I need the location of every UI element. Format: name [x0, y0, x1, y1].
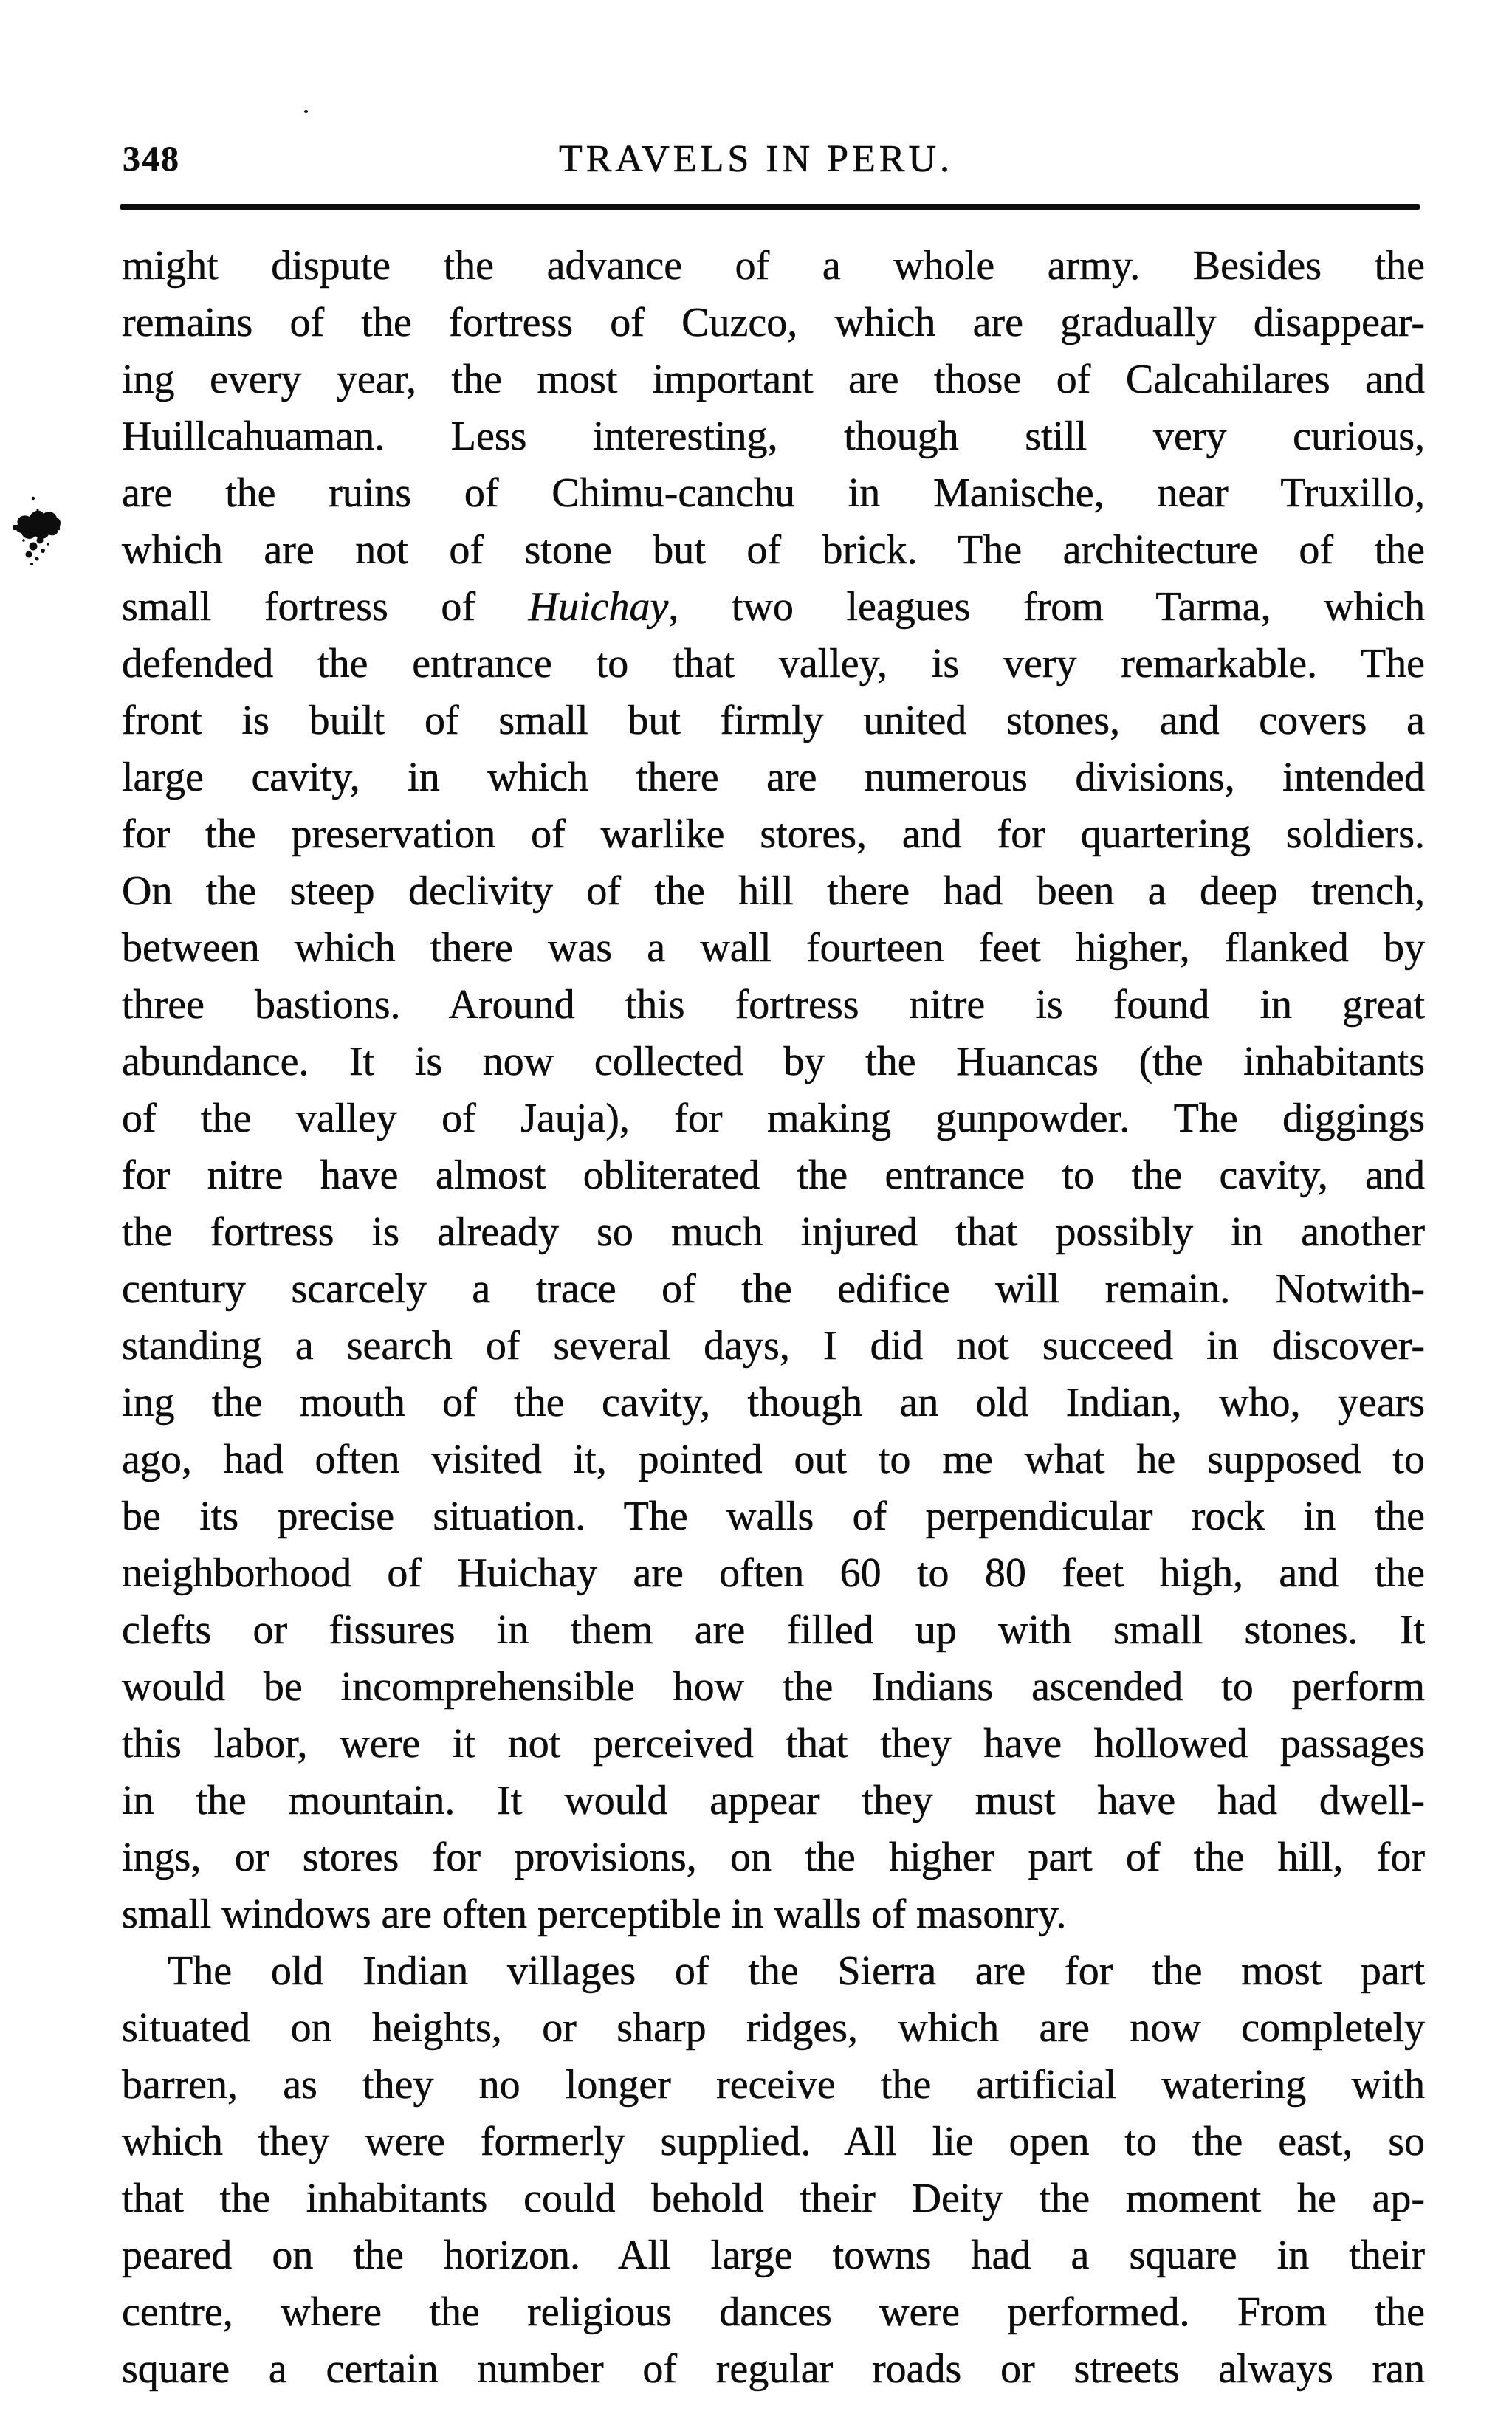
text-line: ing every year, the most important are those of Calcahilares and: [122, 357, 1425, 402]
text-line: defended the entrance to that valley, is very remarkable. The: [122, 641, 1425, 687]
text-line: situated on heights, or sharp ridges, which are now completely: [122, 2005, 1425, 2051]
text-line: century scarcely a trace of the edifice will remain. Notwith-: [122, 1266, 1425, 1312]
text-line: are the ruins of Chimu-canchu in Manische, near Truxillo,: [122, 470, 1425, 516]
page-number: 348: [123, 140, 180, 179]
text-line: clefts or fissures in them are filled up with small stones. It: [122, 1607, 1425, 1653]
text-line: large cavity, in which there are numerous divisions, intended: [122, 754, 1425, 800]
text-line: neighborhood of Huichay are often 60 to 80 feet high, and the: [122, 1550, 1425, 1596]
text-line: peared on the horizon. All large towns had a square in their: [122, 2232, 1425, 2278]
text-line: ings, or stores for provisions, on the higher part of the hill, for: [122, 1835, 1425, 1880]
text-line: might dispute the advance of a whole army. Besides the: [122, 243, 1425, 289]
text-line: small windows are often perceptible in walls of masonry.: [122, 1891, 1067, 1937]
text-line: three bastions. Around this fortress nitre is found in great: [122, 982, 1425, 1028]
text-line: On the steep declivity of the hill there had been a deep trench,: [122, 868, 1425, 914]
text-line: which are not of stone but of brick. The architecture of the: [122, 527, 1425, 573]
text-line: front is built of small but firmly united stones, and covers a: [122, 698, 1425, 743]
page-body: [122, 238, 1425, 2398]
text-line: be its precise situation. The walls of perpendicular rock in the: [122, 1493, 1425, 1539]
text-line: centre, where the religious dances were performed. From the: [122, 2289, 1425, 2335]
text-line: Huillcahuaman. Less interesting, though still very curious,: [122, 413, 1425, 459]
ink-blot-artifact: [1, 486, 68, 574]
text-line: this labor, were it not perceived that they have hollowed passages: [122, 1721, 1425, 1767]
text-line: the fortress is already so much injured that possibly in another: [122, 1209, 1425, 1255]
text-line: square a certain number of regular roads or streets always ran: [122, 2346, 1425, 2392]
text-line: of the valley of Jauja), for making gunpowder. The diggings: [122, 1096, 1425, 1141]
text-line: standing a search of several days, I did not succeed in discover-: [122, 1323, 1425, 1369]
text-line: abundance. It is now collected by the Huancas (the inhabitants: [122, 1039, 1425, 1084]
text-line: remains of the fortress of Cuzco, which are gradually disappear-: [122, 300, 1425, 345]
dust-speck-artifact: [304, 110, 308, 113]
header-rule: [120, 204, 1420, 210]
text-line: ago, had often visited it, pointed out to me what he supposed to: [122, 1437, 1425, 1482]
text-line: would be incomprehensible how the Indians ascended to perform: [122, 1664, 1425, 1710]
running-title: TRAVELS IN PERU.: [558, 138, 954, 180]
text-line: for the preservation of warlike stores, and for quartering soldiers.: [122, 811, 1425, 857]
text-line: small fortress of Huichay, two leagues from Tarma, which: [122, 584, 1425, 630]
text-line: The old Indian villages of the Sierra are for the most part: [168, 1948, 1425, 1994]
text-line: which they were formerly supplied. All lie open to the east, so: [122, 2119, 1425, 2164]
text-line: between which there was a wall fourteen feet higher, flanked by: [122, 925, 1425, 971]
text-line: for nitre have almost obliterated the entrance to the cavity, and: [122, 1152, 1425, 1198]
text-line: that the inhabitants could behold their Deity the moment he ap-: [122, 2176, 1425, 2221]
text-line: ing the mouth of the cavity, though an old Indian, who, years: [122, 1380, 1425, 1426]
text-line: in the mountain. It would appear they must have had dwell-: [122, 1778, 1425, 1823]
text-line: barren, as they no longer receive the artificial watering with: [122, 2062, 1425, 2108]
